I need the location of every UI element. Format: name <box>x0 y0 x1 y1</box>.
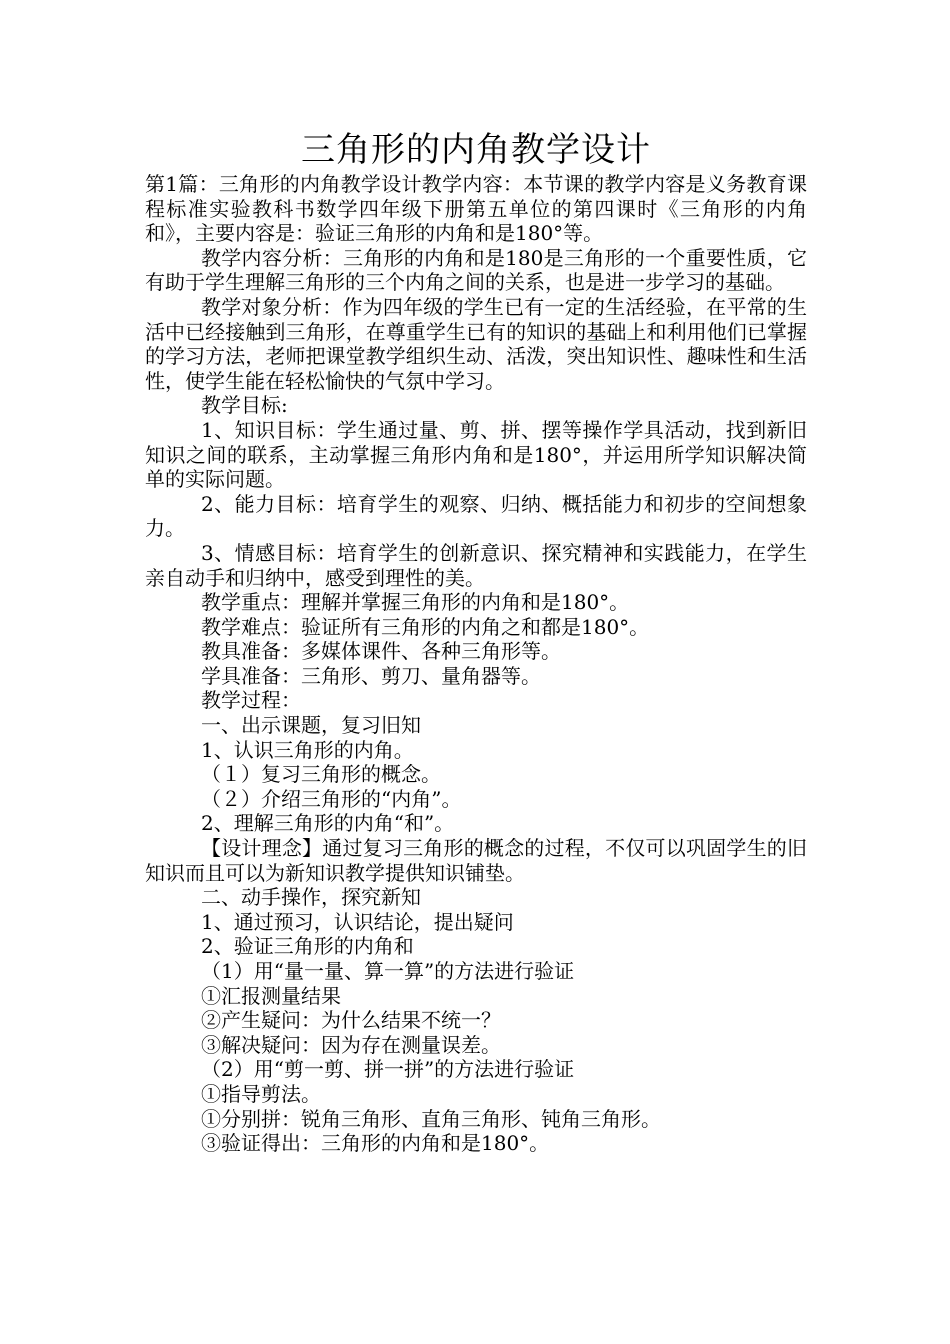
goal-emotion: 3、情感目标：培育学生的创新意识、探究精神和实践能力，在学生亲自动手和归纳中，感受到理性的美。 <box>145 540 807 590</box>
content-analysis-paragraph: 教学内容分析：三角形的内角和是180是三角形的一个重要性质，它有助于学生理解三角形的三个内角之间的关系，也是进一步学习的基础。 <box>145 245 807 295</box>
design-idea-paragraph: 【设计理念】通过复习三角形的概念的过程，不仅可以巩固学生的旧知识而且可以为新知识教学提供知识铺垫。 <box>145 836 807 885</box>
intro-paragraph: 第1篇：三角形的内角教学设计教学内容：本节课的教学内容是义务教育课程标准实验教科书数学四年级下册第五单位的第四课时《三角形的内角和》，主要内容是：验证三角形的内角和是180°等。 <box>145 172 807 246</box>
section2-item2a-2: ②产生疑问：为什么结果不统一？ <box>201 1008 501 1033</box>
difficulty: 教学难点：验证所有三角形的内角之和都是180°。 <box>201 614 650 639</box>
object-analysis-paragraph: 教学对象分析：作为四年级的学生已有一定的生活经验，在平常的生活中已经接触到三角形，在尊重学生已有的知识的基础上和利用他们已掌握的学习方法，老师把课堂教学组织生动、活泼，突出知识性、趣味性和生活性，使学生能在轻松愉快的气氛中学习。 <box>145 294 807 393</box>
section1-heading: 一、出示课题，复习旧知 <box>201 713 421 738</box>
section1-item1b: （２）介绍三角形的“内角”。 <box>201 786 462 811</box>
section1-item2: 2、理解三角形的内角“和”。 <box>201 811 455 836</box>
document-title: 三角形的内角教学设计 <box>301 130 651 170</box>
key-point: 教学重点：理解并掌握三角形的内角和是180°。 <box>201 590 630 615</box>
section2-heading: 二、动手操作，探究新知 <box>201 885 421 910</box>
document-page <box>145 128 807 1156</box>
section2-item2a-1: ①汇报测量结果 <box>201 983 341 1008</box>
goals-heading: 教学目标: <box>201 393 288 418</box>
goal-knowledge: 1、知识目标：学生通过量、剪、拼、摆等操作学具活动，找到新旧知识之间的联系，主动掌握三角形内角和是180°，并运用所学知识解决简单的实际问题。 <box>145 417 807 492</box>
section2-item2b-2: ①分别拼：锐角三角形、直角三角形、钝角三角形。 <box>201 1106 661 1131</box>
goal-ability: 2、能力目标：培育学生的观察、归纳、概括能力和初步的空间想象力。 <box>145 491 807 541</box>
teacher-tools: 教具准备：多媒体课件、各种三角形等。 <box>201 639 561 664</box>
section2-item2b: （2）用“剪一剪、拼一拼”的方法进行验证 <box>201 1057 575 1082</box>
section1-item1: 1、认识三角形的内角。 <box>201 737 414 762</box>
section2-item2a: （1）用“量一量、算一算”的方法进行验证 <box>201 959 575 983</box>
section2-item2: 2、验证三角形的内角和 <box>201 934 414 959</box>
section2-item2b-1: ①指导剪法。 <box>201 1081 321 1106</box>
student-tools: 学具准备：三角形、剪刀、量角器等。 <box>201 663 541 688</box>
section1-item1a: （１）复习三角形的概念。 <box>201 762 441 787</box>
section2-item2b-3: ③验证得出：三角形的内角和是180°。 <box>201 1131 550 1156</box>
section2-item2a-3: ③解决疑问：因为存在测量误差。 <box>201 1032 501 1057</box>
process-heading: 教学过程： <box>201 688 301 713</box>
section2-item1: 1、通过预习，认识结论，提出疑问 <box>201 909 514 934</box>
